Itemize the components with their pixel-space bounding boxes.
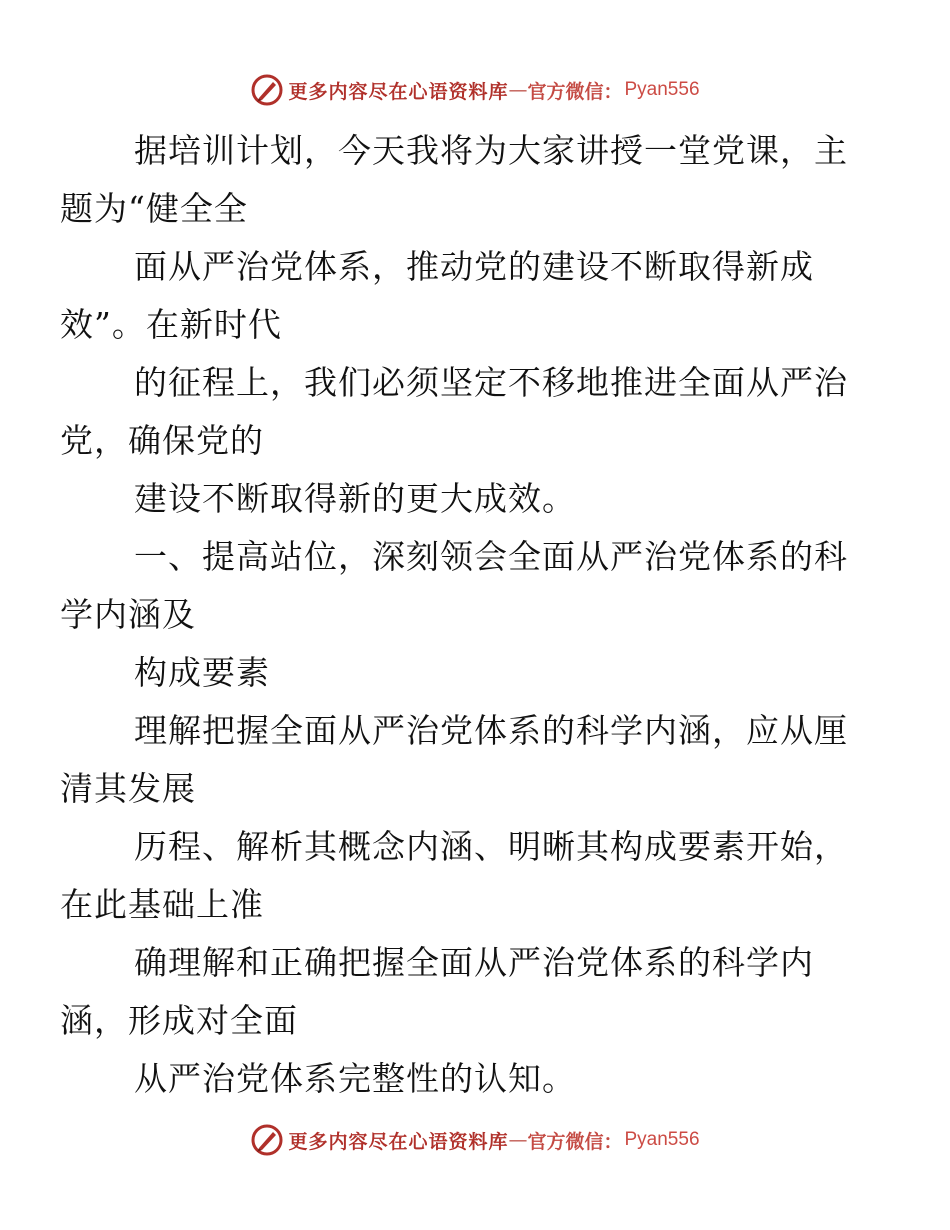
paragraph-line: 效”。在新时代 [60,305,282,344]
paragraph-line: 的征程上，我们必须坚定不移地推进全面从严治 [134,363,848,402]
paragraph-line: 确理解和正确把握全面从严治党体系的科学内 [134,943,814,982]
paragraph-line: 清其发展 [60,769,196,808]
paragraph [60,238,857,354]
paragraph-line: 涵，形成对全面 [60,1001,298,1040]
pen-logo-icon [250,73,284,107]
paragraph-line: 题为“健全全 [60,189,248,228]
section-heading [97,644,857,702]
paragraph-line: 据培训计划，今天我将为大家讲授一堂党课，主 [134,131,848,170]
paragraph [60,354,857,470]
banner-separator: — [508,1129,528,1151]
banner-main-text: 更多内容尽在心语资料库 [288,1130,509,1153]
paragraph-line: 在此基础上准 [60,885,264,924]
paragraph [60,818,857,934]
banner-wechat-id: Pyan556 [624,79,700,100]
paragraph-line: 建设不断取得新的更大成效。 [134,479,576,518]
paragraph-line: 一、提高站位，深刻领会全面从严治党体系的科 [134,537,848,576]
paragraph-line: 面从严治党体系，推动党的建设不断取得新成 [134,247,814,286]
paragraph-line: 从严治党体系完整性的认知。 [134,1059,576,1098]
paragraph-line: 理解把握全面从严治党体系的科学内涵，应从厘 [134,711,848,750]
pen-logo-icon [250,1123,284,1157]
document-body [60,122,857,1108]
paragraph-line: 构成要素 [134,653,270,692]
paragraph [60,702,857,818]
section-heading [60,528,857,644]
paragraph-line: 学内涵及 [60,595,196,634]
paragraph-line: 历程、解析其概念内涵、明晰其构成要素开始， [134,827,848,866]
paragraph [97,470,857,528]
banner-wechat-id: Pyan556 [624,1129,700,1150]
banner-separator: — [508,79,528,101]
paragraph-line: 党，确保党的 [60,421,264,460]
banner-wechat-label: 官方微信： [527,1130,623,1153]
banner-main-text: 更多内容尽在心语资料库 [288,80,509,103]
header-banner [0,70,950,110]
paragraph [60,934,857,1050]
paragraph [60,122,857,238]
banner-wechat-label: 官方微信： [527,80,623,103]
paragraph [97,1050,857,1108]
footer-banner [0,1120,950,1160]
